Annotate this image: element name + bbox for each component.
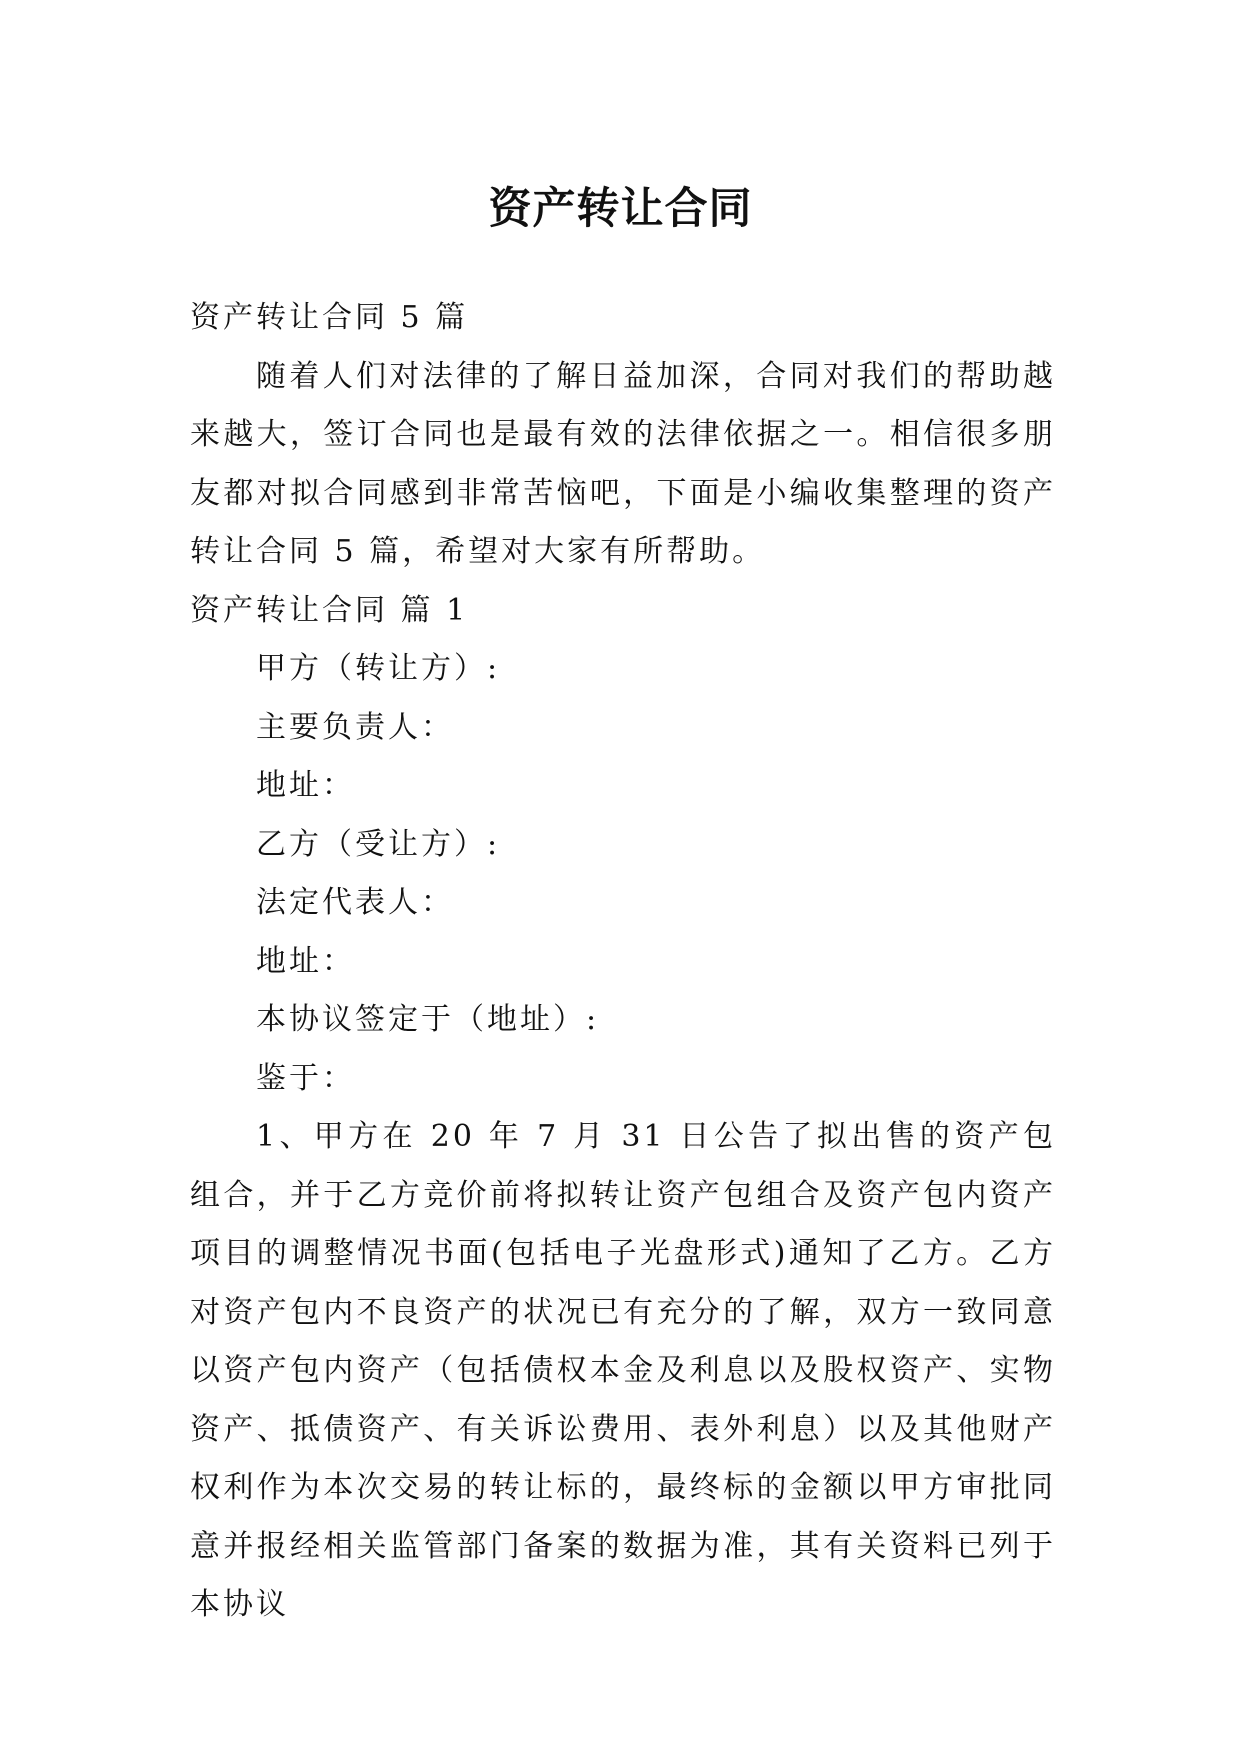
field-principal: 主要负责人： <box>256 709 454 745</box>
field-signing-place: 本协议签定于（地址）: <box>256 1002 600 1037</box>
field-party-b: 乙方（受让方）: <box>256 826 501 862</box>
field-address-b: 地址： <box>256 943 355 979</box>
document-body <box>190 289 1056 1635</box>
document-title: 资产转让合同 <box>488 183 753 234</box>
section-heading: 资产转让合同 篇 1 <box>190 592 469 628</box>
field-whereas: 鉴于： <box>256 1060 355 1096</box>
field-legal-rep: 法定代表人： <box>256 885 454 920</box>
field-party-a: 甲方（转让方）: <box>256 651 501 686</box>
intro-paragraph: 随着人们对法律的了解日益加深，合同对我们的帮助越来越大，签订合同也是最有效的法律依据之一。相信很多朋友都对拟合同感到非常苦恼吧，下面是小编收集整理的资产转让合同 5 篇，希望对大家有所帮助。 <box>190 358 1056 569</box>
clause-1-paragraph: 1、甲方在 20 年 7 月 31 日公告了拟出售的资产包组合，并于乙方竞价前将拟转让资产包组合及资产包内资产项目的调整情况书面(包括电子光盘形式)通知了乙方。乙方对资产包内不良资产的状况已有充分的了解，双方一致同意以资产包内资产（包括债权本金及利息以及股权资产、实物资产、抵债资产、有关诉讼费用、表外利息）以及其他财产权利作为本次交易的转让标的，最终标的金额以甲方审批同意并报经相关监管部门备案的数据为准，其有关资料已列于本协议 <box>190 1119 1056 1622</box>
document-subtitle: 资产转让合同 5 篇 <box>190 300 469 335</box>
field-address-a: 地址： <box>256 768 355 803</box>
